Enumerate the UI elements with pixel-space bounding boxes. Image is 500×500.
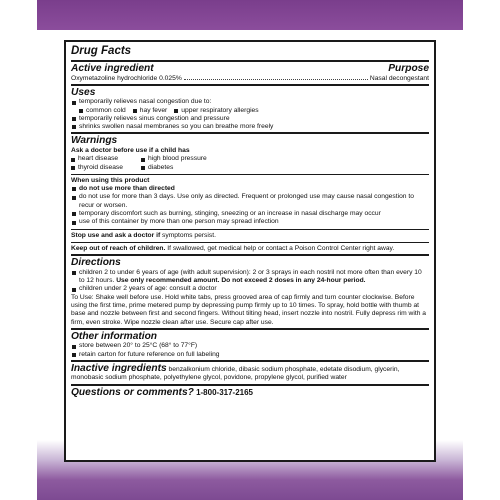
- inactive-heading: Inactive ingredients: [71, 362, 167, 374]
- direction-text: children 2 to under 6 years of age (with adult supervision): 2 or 3 sprays in each nostril not more often than every 10 to 12 hours.: [79, 268, 422, 285]
- divider: [71, 242, 429, 243]
- divider: [71, 384, 429, 386]
- warnings-heading: Warnings: [71, 135, 118, 147]
- keep-out-text: [71, 245, 429, 253]
- questions-heading: Questions or comments?: [71, 386, 194, 398]
- uses-sub-item: common cold: [79, 107, 126, 115]
- other-info-heading: Other information: [71, 330, 158, 342]
- uses-item: shrinks swollen nasal membranes so you can breathe more freely: [71, 123, 429, 131]
- direction-bold-text: Use only recommended amount. Do not exceed 2 doses in any 24-hour period.: [116, 277, 366, 285]
- inactive-text: benzalkonium chloride, dibasic sodium phosphate, edetate disodium, glycerin, monobasic sodium phosphate, polyethylene glycol, povidone, propylene glycol, purified water: [71, 365, 400, 382]
- divider: [71, 254, 429, 256]
- warning-item: do not use more than directed: [71, 185, 429, 193]
- warning-item: temporary discomfort such as burning, stinging, sneezing or an increase in nasal discharge may occur: [71, 210, 429, 218]
- uses-sub-item: upper respiratory allergies: [174, 107, 258, 115]
- to-use-text: To Use: Shake well before use. Hold white tabs, press grooved area of cap firmly and turn counter clockwise. Before using the first time, prime metered pump by depressing pump firmly up to 10 times. To spray, hold bottle with thumb at base and nozzle between first and second fingers. Without tilting head, insert nozzle into nostril. Fully depress rim with a firm, even stroke. Wipe nozzle clean after use. Secure cap after use.: [71, 293, 426, 326]
- other-info-item: store between 20° to 25°C (68° to 77°F): [71, 342, 429, 350]
- conditions-list: [71, 155, 429, 172]
- dot-leader: [184, 79, 368, 80]
- purpose-heading: Purpose: [388, 63, 429, 74]
- warning-item: do not use for more than 3 days. Use only as directed. Frequent or prolonged use may cause nasal congestion to recur or worsen.: [71, 193, 429, 210]
- divider: [71, 60, 429, 62]
- active-ingredient-row: [71, 75, 429, 83]
- active-ingredient-heading: Active ingredient: [71, 63, 154, 74]
- direction-item: [71, 269, 429, 286]
- inactive-ingredients: [71, 363, 429, 383]
- condition-item: heart disease: [71, 155, 141, 163]
- when-using-heading: When using this product: [71, 176, 150, 184]
- other-info-item: retain carton for future reference on full labeling: [71, 351, 429, 359]
- uses-sub-item: hay fever: [133, 107, 168, 115]
- condition-item: diabetes: [141, 164, 251, 172]
- stop-use-bold: Stop use and ask a doctor if: [71, 231, 161, 239]
- uses-sub-list: [71, 107, 429, 115]
- drug-facts-panel: [64, 40, 436, 462]
- drug-facts-title: Drug Facts: [71, 45, 132, 57]
- keep-out-rest: If swallowed, get medical help or contact a Poison Control Center right away.: [165, 244, 395, 252]
- stop-use-text: [71, 232, 429, 240]
- divider: [71, 84, 429, 86]
- uses-item: temporarily relieves nasal congestion due to:: [71, 98, 429, 106]
- questions-row: [71, 387, 429, 399]
- divider: [71, 229, 429, 230]
- uses-item: temporarily relieves sinus congestion and pressure: [71, 115, 429, 123]
- active-ingredient-name: Oxymetazoline hydrochloride 0.025%: [71, 74, 182, 82]
- warning-item: use of this container by more than one person may spread infection: [71, 218, 429, 226]
- keep-out-bold: Keep out of reach of children.: [71, 244, 166, 252]
- active-ingredient-purpose: Nasal decongestant: [369, 74, 429, 82]
- phone-number: 1-800-317-2165: [193, 387, 253, 397]
- active-ingredient-header: [71, 63, 429, 75]
- condition-item: high blood pressure: [141, 155, 251, 163]
- condition-item: thyroid disease: [71, 164, 141, 172]
- uses-heading: Uses: [71, 86, 96, 98]
- divider: [71, 360, 429, 362]
- divider: [71, 132, 429, 134]
- divider: [71, 328, 429, 330]
- direction-item: children under 2 years of age: consult a doctor: [71, 285, 429, 293]
- divider: [71, 174, 429, 175]
- stop-use-rest: symptoms persist.: [160, 231, 216, 239]
- directions-heading: Directions: [71, 257, 121, 269]
- ask-doctor-text: Ask a doctor before use if a child has: [71, 146, 190, 154]
